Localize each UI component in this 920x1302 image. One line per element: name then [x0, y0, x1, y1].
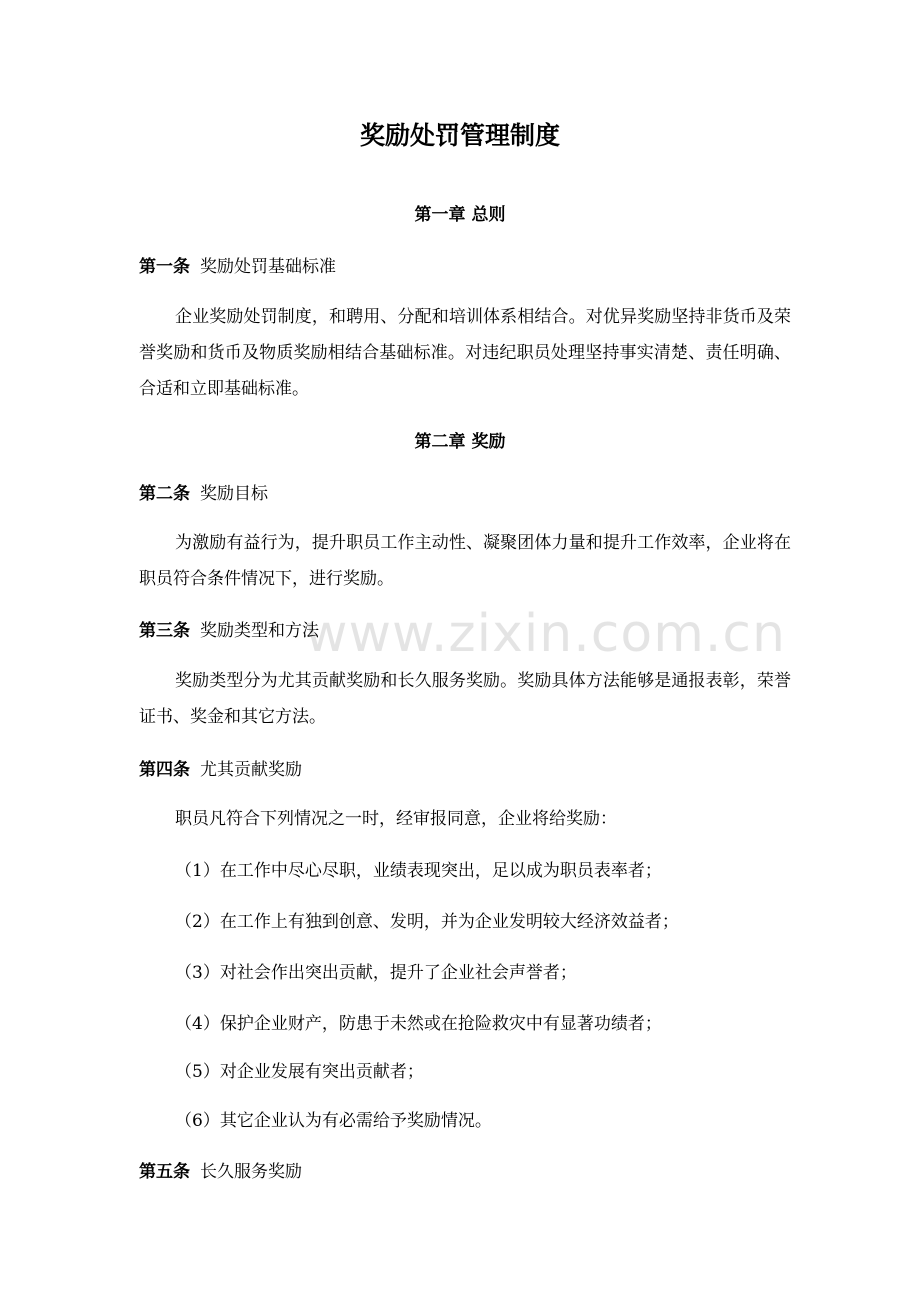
list-item: （4）保护企业财产，防患于未然或在抢险救灾中有显著功绩者；	[175, 1014, 662, 1034]
article-5-title: 长久服务奖励	[200, 1162, 302, 1182]
document-title: 奖励处罚管理制度	[359, 121, 560, 150]
list-item: （5）对企业发展有突出贡献者；	[175, 1062, 424, 1082]
article-3-paragraph: 奖励类型分为尤其贡献奖励和长久服务奖励。奖励具体方法能够是通报表彰，荣誉证书、奖金和其它方法。	[139, 671, 791, 727]
article-4-title: 尤其贡献奖励	[200, 760, 302, 780]
list-item: （1）在工作中尽心尽职，业绩表现突出，足以成为职员表率者；	[175, 861, 662, 881]
watermark: www.zixin.com.cn	[305, 604, 786, 664]
article-2-title: 奖励目标	[200, 484, 268, 504]
list-item: （6）其它企业认为有必需给予奖励情况。	[175, 1111, 492, 1131]
article-1-heading	[139, 255, 336, 279]
article-2-paragraph: 为激励有益行为，提升职员工作主动性、凝聚团体力量和提升工作效率，企业将在职员符合条件情况下，进行奖励。	[139, 533, 791, 589]
article-5-heading	[139, 1160, 302, 1184]
article-3-heading	[139, 619, 319, 643]
chapter-1-heading: 第一章 总则	[414, 205, 506, 225]
article-4-number: 第四条	[139, 760, 190, 780]
article-3-title: 奖励类型和方法	[200, 621, 319, 641]
article-1-title: 奖励处罚基础标准	[200, 257, 336, 277]
chapter-2-heading: 第二章 奖励	[414, 432, 506, 452]
list-item: （2）在工作上有独到创意、发明，并为企业发明较大经济效益者；	[175, 912, 679, 932]
article-4-heading	[139, 758, 302, 782]
article-1-paragraph: 企业奖励处罚制度，和聘用、分配和培训体系相结合。对优异奖励坚持非货币及荣誉奖励和货币及物质奖励相结合基础标准。对违纪职员处理坚持事实清楚、责任明确、合适和立即基础标准。	[139, 307, 791, 399]
article-2-number: 第二条	[139, 484, 190, 504]
article-1-number: 第一条	[139, 257, 190, 277]
list-item: （3）对社会作出突出贡献，提升了企业社会声誉者；	[175, 963, 577, 983]
article-2-heading	[139, 482, 268, 506]
article-3-number: 第三条	[139, 621, 190, 641]
article-4-paragraph: 职员凡符合下列情况之一时，经审报同意，企业将给奖励：	[175, 809, 617, 829]
article-5-number: 第五条	[139, 1162, 190, 1182]
